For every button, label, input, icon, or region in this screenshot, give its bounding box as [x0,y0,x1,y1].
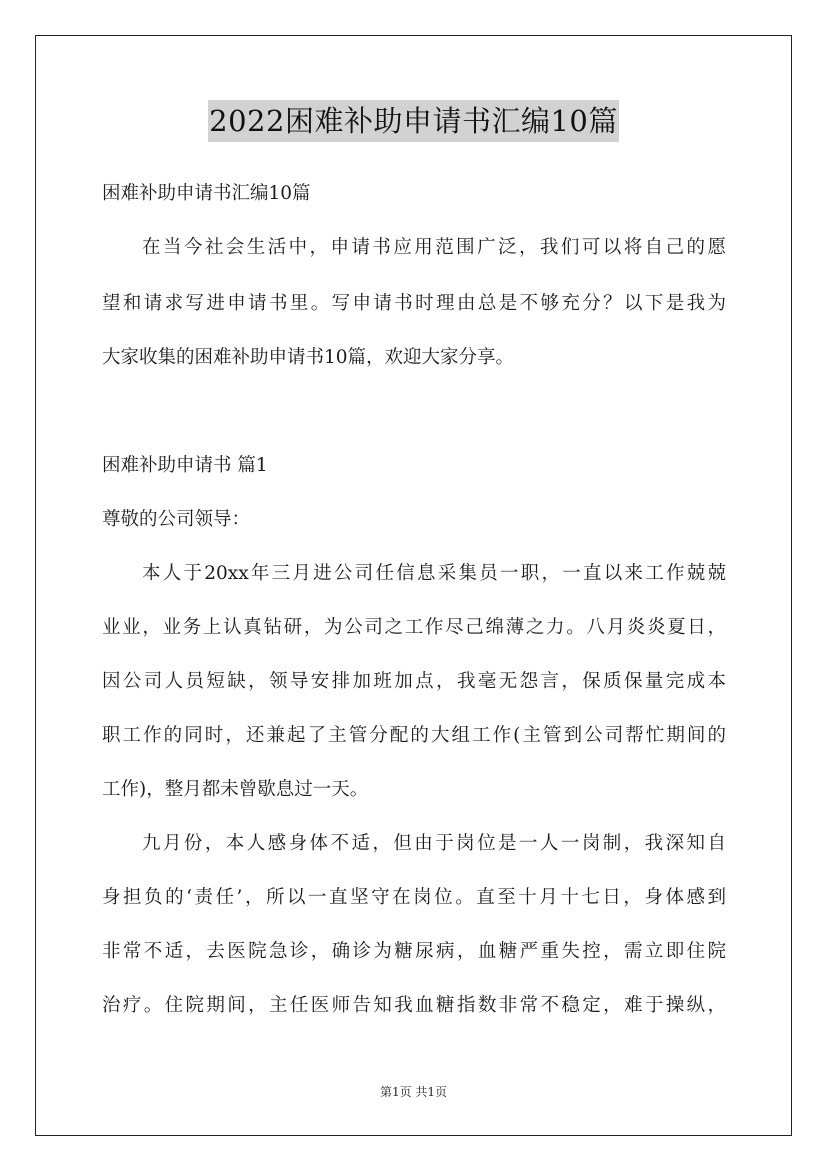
title-container [0,100,827,142]
paragraph2-line-1: 九月份，本人感身体不适，但由于岗位是一人一岗制，我深知自 [142,833,726,854]
intro-line-1: 在当今社会生活中，申请书应用范围广泛，我们可以将自己的愿 [142,237,726,258]
document-subtitle: 困难补助申请书汇编10篇 [102,183,311,204]
paragraph1-line-5: 工作)，整月都未曾歇息过一天。 [102,779,369,800]
intro-line-2: 望和请求写进申请书里。写申请书时理由总是不够充分？以下是我为 [102,293,726,314]
paragraph1-line-1: 本人于20xx年三月进公司任信息采集员一职，一直以来工作兢兢 [142,563,726,584]
page-footer: 第1页 共1页 [379,1085,448,1099]
paragraph2-line-2: 身担负的‘责任’，所以一直坚守在岗位。直至十月十七日，身体感到 [102,887,726,908]
paragraph2-line-3: 非常不适，去医院急诊，确诊为糖尿病，血糖严重失控，需立即住院 [102,941,726,962]
intro-line-3: 大家收集的困难补助申请书10篇，欢迎大家分享。 [102,347,515,368]
paragraph2-line-4: 治疗。住院期间，主任医师告知我血糖指数非常不稳定，难于操纵， [102,995,726,1016]
document-title: 2022困难补助申请书汇编10篇 [208,100,619,142]
paragraph1-line-4: 职工作的同时，还兼起了主管分配的大组工作(主管到公司帮忙期间的 [102,725,726,746]
section-heading: 困难补助申请书 篇1 [102,455,268,476]
paragraph1-line-3: 因公司人员短缺，领导安排加班加点，我毫无怨言，保质保量完成本 [102,671,726,692]
salutation: 尊敬的公司领导： [102,509,251,530]
paragraph1-line-2: 业业，业务上认真钻研，为公司之工作尽己绵薄之力。八月炎炎夏日， [102,617,726,638]
